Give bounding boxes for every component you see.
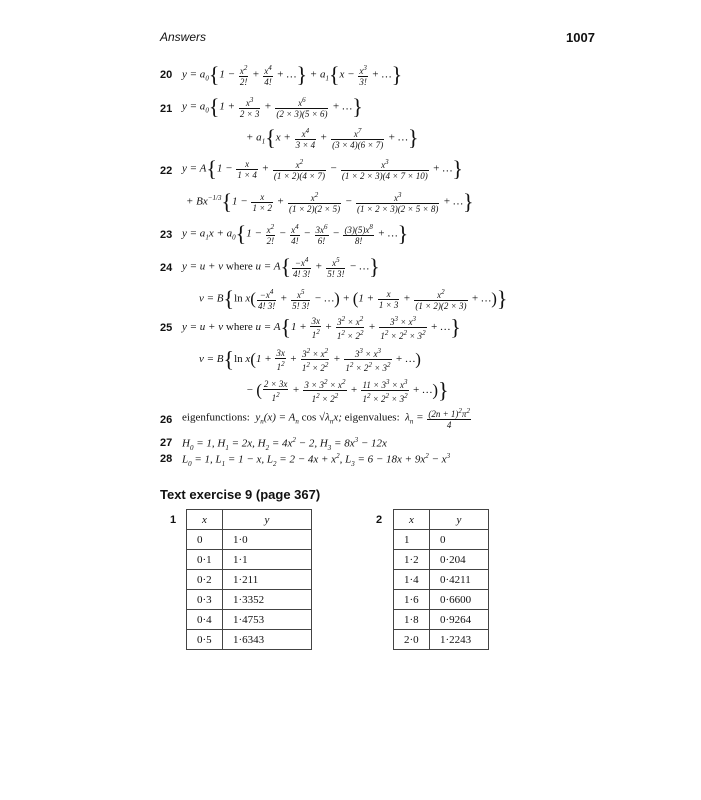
table-row — [187, 610, 312, 630]
column-header: y — [430, 510, 489, 530]
column-header: x — [187, 510, 223, 530]
running-header-section: Answers — [160, 30, 207, 44]
equation-23: $y = a_1x + a_0\{1$ − $\frac{x^2}{2!}$ − $\frac{x^4}{4!}$ − $\frac{3x^6}{6!}$ − $\frac{(3)(5)x^8}{8!}$ + …} — [182, 221, 409, 246]
equation-20: $y = a_0\{1$ − $\frac{x^2}{2!}$ + $\frac{x^4}{4!}$ + …} + $a_1\{x$ − $\frac{x^3}{3!}$ + …} — [182, 62, 403, 87]
cell-x: 2·0 — [394, 630, 430, 650]
table-row — [394, 570, 489, 590]
table-row — [187, 630, 312, 650]
equation-21-line1: $y = a_0\{1$ + $\frac{x^3}{2 \times 3}$ + $\frac{x^6}{(2 \times 3)(5 \times 6)}$ + …} — [182, 94, 363, 119]
cell-y: 1·1 — [223, 550, 312, 570]
cell-y: 1·6343 — [223, 630, 312, 650]
table-row — [187, 550, 312, 570]
answer-number: 28 — [160, 453, 173, 465]
answer-number: 24 — [160, 262, 173, 274]
equation-21-line2: + $a_1\{x$ + $\frac{x^4}{3 \times 4}$ + $\frac{x^7}{(3 \times 4)(6 \times 7)}$ + …} — [246, 125, 419, 150]
cell-x: 1 — [394, 530, 430, 550]
results-table-1 — [186, 509, 312, 650]
cell-x: 1·6 — [394, 590, 430, 610]
table-row — [187, 570, 312, 590]
table-row — [394, 530, 489, 550]
table-row — [394, 610, 489, 630]
cell-y: 1·4753 — [223, 610, 312, 630]
results-table-2 — [393, 509, 489, 650]
cell-y: 0·9264 — [430, 610, 489, 630]
cell-y: 1·2243 — [430, 630, 489, 650]
cell-x: 0·1 — [187, 550, 223, 570]
cell-x: 1·4 — [394, 570, 430, 590]
answer-number: 20 — [160, 69, 173, 81]
column-header: y — [223, 510, 312, 530]
answer-number: 21 — [160, 103, 173, 115]
table-label: 1 — [170, 514, 177, 526]
equation-24-line1: y = u + v where u = A{ $\frac{-x^4}{4! 3!}$ + $\frac{x^5}{5! 3!}$ − …} — [182, 254, 380, 279]
cell-x: 1·8 — [394, 610, 430, 630]
table-row — [394, 630, 489, 650]
cell-x: 0·2 — [187, 570, 223, 590]
table-row — [394, 590, 489, 610]
equation-26: eigenfunctions: $y_n(x) = A_n$ $\cos √\lambda_nx$; eigenvalues: $\lambda_n$ = $\frac{(2n + 1)^2\pi^2}{4}$ — [182, 407, 470, 430]
equation-27: $H_0 = 1$, $H_1 = 2x$, $H_2 = 4x^2 - 2$, $H_3 = 8x^3 - 12x$ — [182, 436, 387, 452]
equation-22-line1: y = A{1 − $\frac{x}{1 \times 4}$ + $\frac{x^2}{(1 \times 2)(4 \times 7)}$ − $\frac{x^3}{(1 \times 2 \times 3)(4 \times 7 \times 10)}$ + …} — [182, 156, 463, 181]
table-row — [187, 590, 312, 610]
cell-y: 1·3352 — [223, 590, 312, 610]
equation-25-line3: − ( $\frac{2 \times 3x}{1^2}$ + $\frac{3 \times 3^2 \times x^2}{1^2 \times 2^2}$ + $\frac{11 \times 3^3 \times x^3}{1^2 \times 2^2 \times 3^2}$ + …)} — [246, 377, 449, 404]
table-label: 2 — [376, 514, 383, 526]
cell-y: 0·204 — [430, 550, 489, 570]
answer-number: 25 — [160, 322, 173, 334]
cell-y: 0 — [430, 530, 489, 550]
equation-28: $L_0 = 1$, $L_1 = 1 - x$, $L_2 = 2 - 4x + x^2$, $L_3 = 6 - 18x + 9x^2 - x^3$ — [182, 452, 451, 468]
cell-y: 1·211 — [223, 570, 312, 590]
cell-y: 1·0 — [223, 530, 312, 550]
cell-y: 0·6600 — [430, 590, 489, 610]
section-heading: Text exercise 9 (page 367) — [160, 487, 321, 502]
equation-25-line2: v = B{ln x(1 + $\frac{3x}{1^2}$ + $\frac{3^2 \times x^2}{1^2 \times 2^2}$ + $\frac{3^3 \times x^3}{1^2 \times 2^2 \times 3^2}$ + …) — [199, 346, 421, 373]
cell-x: 0·3 — [187, 590, 223, 610]
equation-24-line2: v = B{ln x( $\frac{-x^4}{4! 3!}$ + $\frac{x^5}{5! 3!}$ − …) + (1 + $\frac{x}{1 \times 3}$ + $\frac{x^2}{(1 \times 2)(2 \times 3)}$ + …)} — [199, 286, 508, 311]
answer-number: 22 — [160, 165, 173, 177]
answer-number: 23 — [160, 229, 173, 241]
cell-x: 1·2 — [394, 550, 430, 570]
answer-number: 27 — [160, 437, 173, 449]
answer-number: 26 — [160, 414, 173, 426]
column-header: x — [394, 510, 430, 530]
cell-y: 0·4211 — [430, 570, 489, 590]
equation-22-line2: + $Bx^{-1/3}\{1$ − $\frac{x}{1 \times 2}$ + $\frac{x^2}{(1 \times 2)(2 \times 5)}$ − $\frac{x^3}{(1 \times 2 \times 3)(2 \times 5 \times 8)}$ + …} — [186, 189, 474, 214]
equation-25-line1: y = u + v where u = A{1 + $\frac{3x}{1^2}$ + $\frac{3^2 \times x^2}{1^2 \times 2^2}$ + $\frac{3^3 \times x^3}{1^2 \times 2^2 \times 3^2}$ + …} — [182, 314, 461, 341]
table-row — [187, 530, 312, 550]
table-row — [394, 550, 489, 570]
cell-x: 0 — [187, 530, 223, 550]
cell-x: 0·5 — [187, 630, 223, 650]
cell-x: 0·4 — [187, 610, 223, 630]
page-number: 1007 — [566, 30, 595, 45]
